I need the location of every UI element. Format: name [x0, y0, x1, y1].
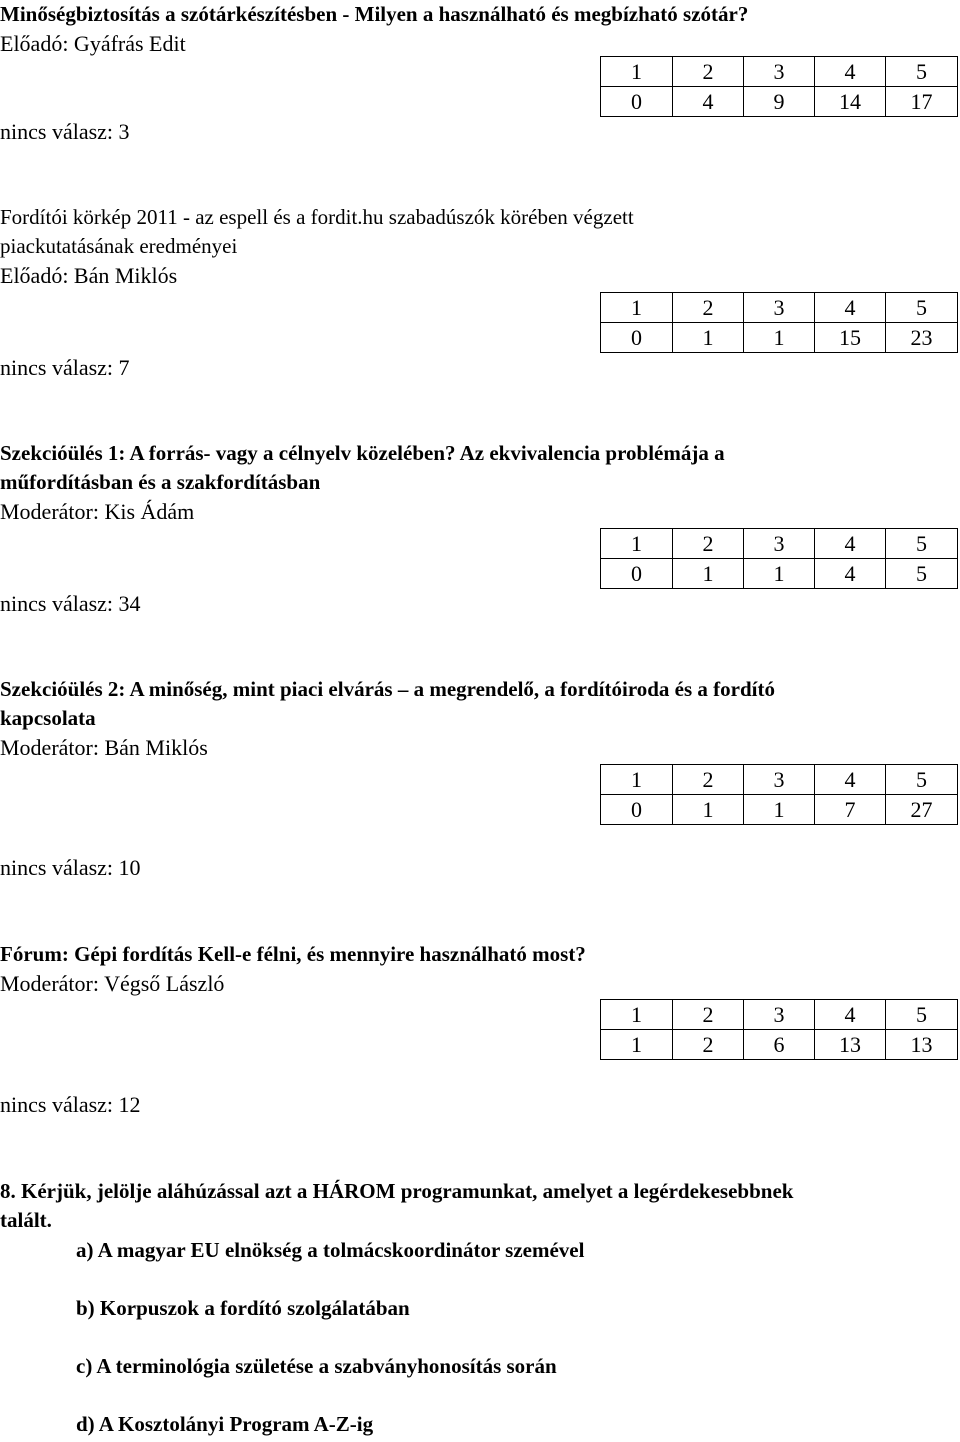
scale-label: 5	[886, 765, 958, 795]
option-b[interactable]: b) Korpuszok a fordító szolgálatában	[76, 1296, 410, 1320]
score-count: 2	[673, 1030, 744, 1060]
scale-label: 5	[886, 529, 958, 559]
session-title-line: Minőségbiztosítás a szótárkészítésben - Milyen a használható és megbízható szótár?	[0, 2, 749, 26]
scale-label: 5	[886, 57, 958, 87]
question-prompt: 8. Kérjük, jelölje aláhúzással azt a HÁROM programunkat, amelyet a legérdekesebbnek talált.	[0, 1179, 794, 1232]
question-8	[0, 1177, 960, 1235]
score-count: 1	[744, 559, 815, 589]
score-count: 6	[744, 1030, 815, 1060]
scale-label: 4	[815, 57, 886, 87]
score-header-row	[601, 293, 958, 323]
scale-label: 1	[601, 293, 673, 323]
score-count: 13	[815, 1030, 886, 1060]
score-table	[600, 999, 958, 1060]
scale-label: 2	[673, 293, 744, 323]
session-3	[0, 439, 960, 675]
score-table	[600, 292, 958, 353]
scale-label: 3	[744, 57, 815, 87]
scale-label: 2	[673, 529, 744, 559]
session-presenter: Előadó: Bán Miklós	[0, 263, 178, 288]
session-title	[0, 940, 960, 969]
score-count-row	[601, 323, 958, 353]
scale-label: 2	[673, 57, 744, 87]
score-count: 5	[886, 559, 958, 589]
score-count: 1	[744, 795, 815, 825]
score-count: 1	[601, 1030, 673, 1060]
scale-label: 5	[886, 293, 958, 323]
option-a[interactable]: a) A magyar EU elnökség a tolmácskoordinátor szemével	[76, 1238, 585, 1262]
score-count-row	[601, 1030, 958, 1060]
score-count: 17	[886, 87, 958, 117]
score-count: 7	[815, 795, 886, 825]
session-title	[0, 439, 960, 497]
scale-label: 5	[886, 1000, 958, 1030]
session-presenter: Moderátor: Végső László	[0, 971, 225, 996]
session-title	[0, 203, 960, 261]
score-table	[600, 764, 958, 825]
score-table	[600, 528, 958, 589]
score-count-row	[601, 795, 958, 825]
session-5	[0, 940, 960, 1176]
session-title-line: Szekcióülés 2: A minőség, mint piaci elvárás – a megrendelő, a fordítóiroda és a fordító	[0, 677, 776, 701]
option-c[interactable]: c) A terminológia születése a szabványhonosítás során	[76, 1354, 557, 1378]
scale-label: 4	[815, 529, 886, 559]
scale-label: 3	[744, 1000, 815, 1030]
score-count: 0	[601, 323, 673, 353]
score-count: 4	[673, 87, 744, 117]
scale-label: 1	[601, 57, 673, 87]
session-title-line: Fórum: Gépi fordítás Kell-e félni, és mennyire használható most?	[0, 942, 586, 966]
score-table	[600, 56, 958, 117]
session-2	[0, 203, 960, 439]
score-count: 14	[815, 87, 886, 117]
session-presenter: Moderátor: Kis Ádám	[0, 499, 195, 524]
score-count: 4	[815, 559, 886, 589]
score-count: 9	[744, 87, 815, 117]
score-count: 13	[886, 1030, 958, 1060]
score-count-row	[601, 559, 958, 589]
no-answer-count: nincs válasz: 7	[0, 355, 130, 380]
score-count: 27	[886, 795, 958, 825]
session-presenter: Előadó: Gyáfrás Edit	[0, 31, 186, 56]
scale-label: 3	[744, 293, 815, 323]
session-title	[0, 0, 960, 29]
no-answer-count: nincs válasz: 34	[0, 591, 141, 616]
scale-label: 3	[744, 765, 815, 795]
score-count: 0	[601, 559, 673, 589]
scale-label: 3	[744, 529, 815, 559]
score-count-row	[601, 87, 958, 117]
score-count: 0	[601, 87, 673, 117]
score-count: 1	[673, 323, 744, 353]
score-count: 15	[815, 323, 886, 353]
scale-label: 4	[815, 1000, 886, 1030]
no-answer-count: nincs válasz: 3	[0, 119, 130, 144]
score-count: 1	[673, 795, 744, 825]
scale-label: 1	[601, 529, 673, 559]
score-header-row	[601, 57, 958, 87]
score-header-row	[601, 765, 958, 795]
session-title-line: kapcsolata	[0, 706, 96, 730]
session-title-line: piackutatásának eredményei	[0, 234, 238, 258]
session-title-line: Fordítói körkép 2011 - az espell és a fordit.hu szabadúszók körében végzett	[0, 205, 634, 229]
no-answer-count: nincs válasz: 12	[0, 1092, 141, 1117]
score-header-row	[601, 529, 958, 559]
scale-label: 1	[601, 1000, 673, 1030]
session-1	[0, 0, 960, 236]
score-count: 0	[601, 795, 673, 825]
scale-label: 1	[601, 765, 673, 795]
score-header-row	[601, 1000, 958, 1030]
scale-label: 4	[815, 765, 886, 795]
session-title	[0, 675, 960, 733]
score-count: 23	[886, 323, 958, 353]
score-count: 1	[673, 559, 744, 589]
score-count: 1	[744, 323, 815, 353]
scale-label: 2	[673, 765, 744, 795]
scale-label: 4	[815, 293, 886, 323]
session-4	[0, 675, 960, 911]
session-presenter: Moderátor: Bán Miklós	[0, 735, 208, 760]
scale-label: 2	[673, 1000, 744, 1030]
option-d[interactable]: d) A Kosztolányi Program A-Z-ig	[76, 1412, 374, 1436]
no-answer-count: nincs válasz: 10	[0, 855, 141, 880]
session-title-line: műfordításban és a szakfordításban	[0, 470, 321, 494]
session-title-line: Szekcióülés 1: A forrás- vagy a célnyelv közelében? Az ekvivalencia problémája a	[0, 441, 725, 465]
